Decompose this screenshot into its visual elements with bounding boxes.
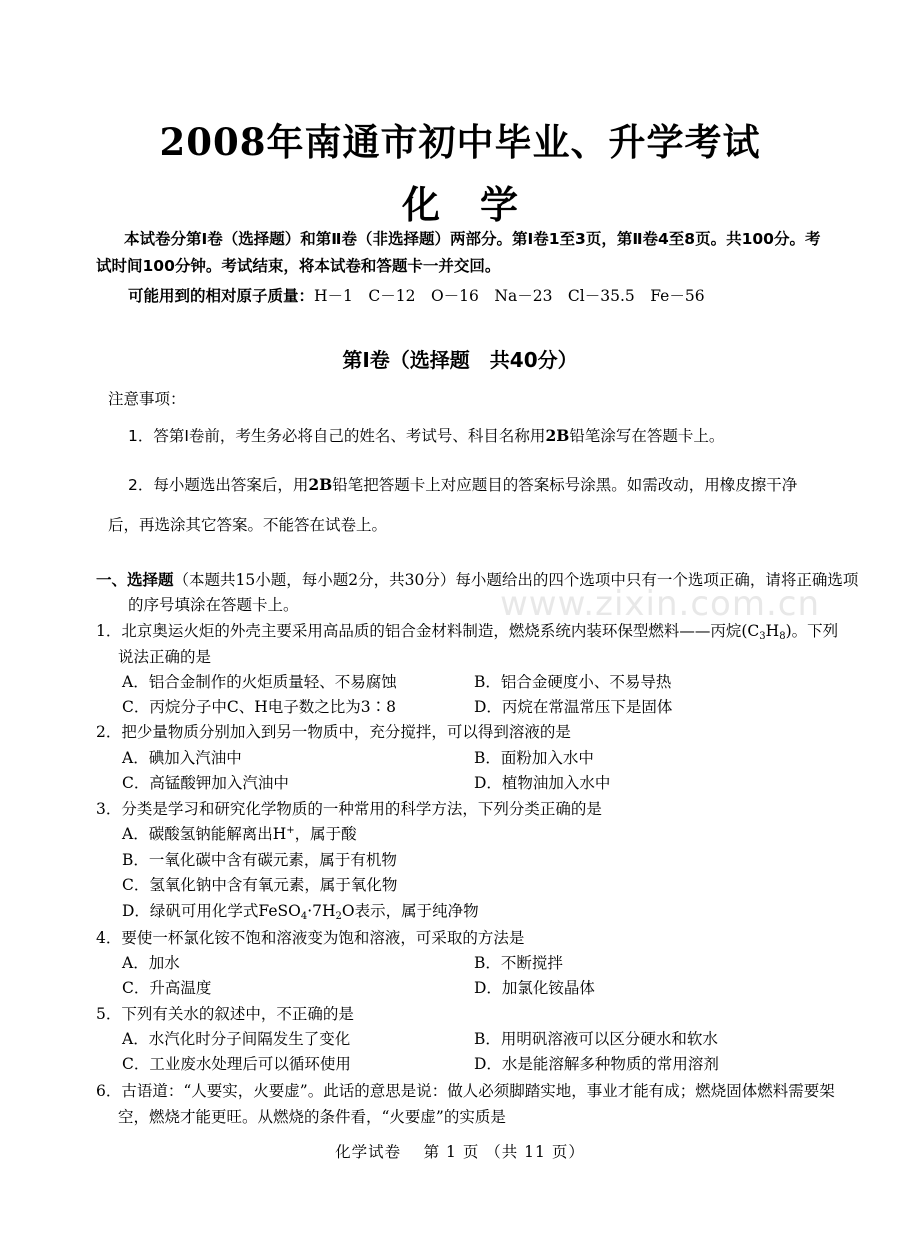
q1-stem: 1．北京奥运火炬的外壳主要采用高品质的铝合金材料制造，燃烧系统内装环保型燃料——丙烷(C — [96, 622, 760, 640]
question-2: 2．把少量物质分别加入到另一物质中，充分搅拌，可以得到溶液的是 — [96, 723, 571, 741]
q1-stem-mid: H — [765, 622, 780, 640]
q2-option-d: D．植物油加入水中 — [474, 774, 611, 792]
notice-heading: 注意事项： — [108, 390, 186, 408]
question-1 — [96, 619, 852, 670]
q3-a-sup: + — [286, 825, 295, 836]
q4-option-d: D．加氯化铵晶体 — [474, 979, 595, 997]
q4-option-a: A．加水 — [122, 954, 180, 972]
q1-sub: 8 — [779, 631, 786, 642]
question-5: 5．下列有关水的叙述中，不正确的是 — [96, 1005, 354, 1023]
q3-option-b: B．一氧化碳中含有碳元素，属于有机物 — [122, 850, 397, 869]
page-footer: 化学试卷 第 1 页 （共 11 页） — [335, 1143, 585, 1161]
q3-d-sub: 4 — [300, 911, 308, 922]
subject-title: 化学 — [401, 182, 558, 227]
q1-sub: 3 — [759, 631, 766, 642]
exam-intro: 本试卷分第Ⅰ卷（选择题）和第Ⅱ卷（非选择题）两部分。第Ⅰ卷1至3页，第Ⅱ卷4至8页。共100分。考试时间100分钟。考试结束，将本试卷和答题卡一并交回。 — [96, 230, 821, 275]
q3-a-text-end: ，属于酸 — [294, 825, 357, 843]
q1-stem-end: )。下列说法正确的是 — [118, 622, 839, 666]
q3-option-c: C．氢氧化钠中含有氧元素，属于氧化物 — [122, 876, 398, 894]
notice-item-2 — [108, 465, 828, 545]
q1-option-d: D．丙烷在常温常压下是固体 — [474, 698, 673, 716]
q3-d-text: D．绿矾可用化学式FeSO — [122, 902, 301, 920]
q3-d-sub: 2 — [335, 911, 342, 922]
q5-option-a: A．水汽化时分子间隔发生了变化 — [122, 1030, 351, 1048]
atomic-masses-values: H－1 C－12 O－16 Na－23 Cl－35.5 Fe－56 — [314, 287, 705, 305]
q4-option-c: C．升高温度 — [122, 979, 212, 997]
q1-option-b: B．铝合金硬度小、不易导热 — [474, 673, 672, 691]
q3-option-a — [122, 822, 357, 847]
q5-option-b: B．用明矾溶液可以区分硬水和软水 — [474, 1030, 718, 1048]
notice2-text: 2．每小题选出答案后，用 — [128, 476, 309, 494]
question-6: 6．古语道：“人要实，火要虚”。此话的意思是说：做人必须脚踏实地，事业才能有成；燃烧固体燃料需要架空，燃烧才能更旺。从燃烧的条件看，“火要虚”的实质是 — [96, 1082, 835, 1126]
question-3: 3．分类是学习和研究化学物质的一种常用的科学方法，下列分类正确的是 — [96, 800, 602, 818]
exam-title: 2008年南通市初中毕业、升学考试 — [159, 120, 761, 164]
atomic-masses — [128, 284, 848, 308]
watermark: www.zixin.com.cn — [500, 584, 820, 624]
q2-option-a: A．碘加入汽油中 — [122, 749, 242, 767]
q5-option-c: C．工业废水处理后可以循环使用 — [122, 1055, 351, 1073]
section1-instruction: （本题共15小题，每小题2分，共30分）每小题给出的四个选项中只有一个选项正确，请将正确选项的序号填涂在答题卡上。 — [128, 571, 859, 614]
atomic-masses-label: 可能用到的相对原子质量： — [128, 287, 315, 305]
notice1-bold: 2B — [545, 426, 570, 445]
part1-title: 第Ⅰ卷（选择题 共40分） — [342, 348, 578, 372]
notice1-text: 1．答第Ⅰ卷前，考生务必将自己的姓名、考试号、科目名称用 — [128, 427, 546, 445]
q3-a-text: A．碳酸氢钠能解离出H — [122, 825, 287, 843]
q2-option-c: C．高锰酸钾加入汽油中 — [122, 774, 289, 792]
q1-option-a: A．铝合金制作的火炬质量轻、不易腐蚀 — [122, 673, 397, 691]
section1-label: 一、选择题 — [96, 571, 174, 589]
notice2-bold: 2B — [308, 475, 333, 494]
notice1-text-end: 铅笔涂写在答题卡上。 — [569, 427, 725, 445]
notice-item-1 — [108, 416, 828, 456]
q5-option-d: D．水是能溶解多种物质的常用溶剂 — [474, 1055, 719, 1073]
q3-d-text-mid: ·7H — [307, 902, 336, 920]
q3-d-text-end: O表示，属于纯净物 — [341, 902, 479, 920]
q1-option-c: C．丙烷分子中C、H电子数之比为3∶8 — [122, 698, 396, 716]
q2-option-b: B．面粉加入水中 — [474, 749, 594, 767]
question-4: 4．要使一杯氯化铵不饱和溶液变为饱和溶液，可采取的方法是 — [96, 929, 525, 947]
q4-option-b: B．不断搅拌 — [474, 954, 563, 972]
q3-option-d — [122, 899, 479, 924]
notice2-text-end: 铅笔把答题卡上对应题目的答案标号涂黑。如需改动，用橡皮擦干净后，再选涂其它答案。不能答在试卷上。 — [108, 476, 798, 534]
